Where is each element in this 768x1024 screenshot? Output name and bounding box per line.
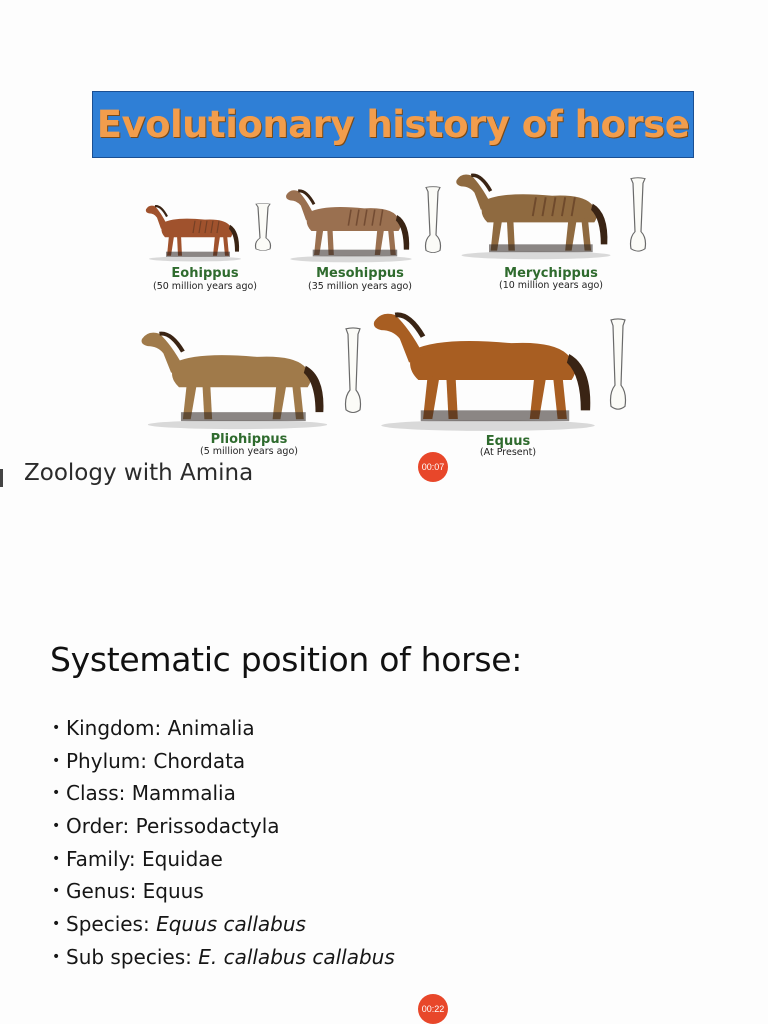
stage-age-mesohippus: (35 million years ago) — [307, 281, 413, 292]
stage-age-eohippus: (50 million years ago) — [152, 281, 258, 292]
stage-name-mesohippus: Mesohippus — [316, 266, 404, 281]
stage-name-merychippus: Merychippus — [504, 266, 598, 281]
video-timestamp-badge: 00:07 — [418, 452, 448, 482]
bullet-icon: • — [52, 752, 61, 769]
taxonomy-species: • Species: Equus callabus — [52, 908, 395, 941]
eohippus-leg-bone-image — [250, 203, 276, 253]
stage-age-pliohippus: (5 million years ago) — [200, 446, 298, 457]
taxonomy-list — [52, 712, 395, 974]
taxonomy-kingdom: • Kingdom: Animalia — [52, 712, 395, 745]
mesohippus-horse-image — [285, 183, 417, 263]
pliohippus-leg-bone-image — [340, 327, 366, 417]
eohippus-horse-image — [145, 200, 245, 262]
taxonomy-class: • Class: Mammalia — [52, 777, 395, 810]
bullet-icon: • — [52, 818, 61, 835]
bullet-icon: • — [52, 883, 61, 900]
bullet-icon: • — [52, 948, 61, 965]
banner-title: Evolutionary history of horse — [96, 103, 690, 146]
title-banner — [92, 91, 694, 158]
bullet-icon: • — [52, 785, 61, 802]
stage-name-pliohippus: Pliohippus — [210, 432, 288, 447]
channel-watermark: Zoology with Amina — [24, 460, 254, 486]
merychippus-horse-image — [455, 166, 617, 260]
equus-horse-image — [372, 302, 604, 432]
stage-name-eohippus: Eohippus — [171, 266, 239, 281]
taxonomy-phylum: • Phylum: Chordata — [52, 745, 395, 778]
equus-leg-bone-image — [605, 318, 631, 414]
stage-age-merychippus: (10 million years ago) — [498, 280, 604, 291]
bullet-icon: • — [52, 720, 61, 736]
systematics-title: Systematic position of horse: — [50, 640, 523, 679]
pliohippus-horse-image — [140, 323, 335, 430]
taxonomy-family: • Family: Equidae — [52, 843, 395, 876]
stage-age-equus: (At Present) — [479, 447, 537, 458]
taxonomy-order: • Order: Perissodactyla — [52, 810, 395, 843]
bullet-icon: • — [52, 916, 61, 933]
video-timestamp-badge-2: 00:22 — [418, 994, 448, 1024]
bullet-icon: • — [52, 850, 61, 867]
mesohippus-leg-bone-image — [420, 186, 446, 256]
taxonomy-genus: • Genus: Equus — [52, 875, 395, 908]
taxonomy-subspecies: • Sub species: E. callabus callabus — [52, 941, 395, 974]
stage-name-equus: Equus — [485, 434, 531, 449]
watermark-edge-mark — [0, 469, 3, 487]
merychippus-leg-bone-image — [625, 177, 651, 255]
